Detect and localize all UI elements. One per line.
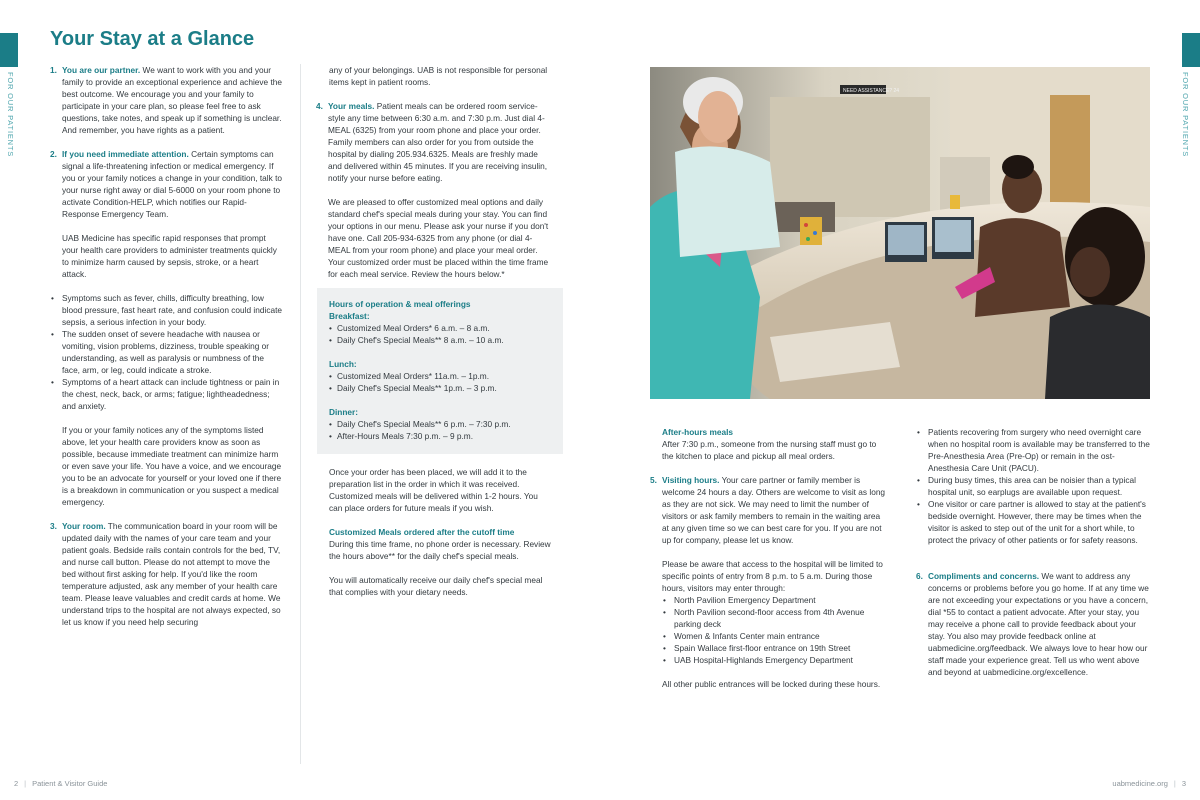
item-number: 6. — [916, 571, 923, 581]
item-text: We want to work with you and your family to provide an exceptional experience and achieve the best outcome. We encourage you and your family to participate in your care plan, so please feel free to ask questions, take notes, and speak up if something is unclear. And remember, you have rights as a patient. — [62, 65, 283, 135]
auto-meal-paragraph: You will automatically receive our daily chef's special meal that complies with your dietary needs. — [329, 575, 543, 597]
symptom-paragraph: If you or your family notices any of the symptoms listed above, let your health care providers know as soon as possible, because immediate treatment can minimize harm or even save your life. You have a voice, and we encourage you to be an advocate for yourself or your loved one if there is a breakdown in communication or you suspect a medical emergency. — [62, 425, 282, 507]
section-tab-right — [1182, 33, 1200, 67]
list-item: • Symptoms such as fever, chills, difficulty breathing, low blood pressure, fast heart rate, and confusion could indicate sepsis, a serious infection in your body. — [50, 292, 284, 328]
after-hours-heading: After-hours meals — [662, 427, 734, 437]
dinner-label: Dinner: — [329, 407, 359, 417]
assistance-sign: NEED ASSISTANCE? 24 — [843, 88, 900, 94]
list-item: • Spain Wallace first-floor entrance on 19th Street — [662, 642, 886, 654]
website: uabmedicine.org — [1112, 779, 1168, 788]
order-paragraph: Once your order has been placed, we will add it to the preparation list in the order in which it was received. Customized meals will be delivered within 1-2 hours. You can place orders for future meals if you wish. — [329, 467, 538, 513]
hours-item: • Customized Meal Orders* 11a.m. – 1p.m. — [329, 370, 551, 382]
column-2 — [316, 64, 551, 610]
item-paragraph: We are pleased to offer customized meal options and daily standard chef's special meals during your stay. You can find your options in our menu. Please ask your nurse if you don't have one. Call 205-934-6325 from any phone (or dial 4-MEAL from your room phone) and place your meal order. Your customized order must be placed within the time frame for each meal service. Review the hours below.* — [328, 197, 549, 279]
nurse-station-photo — [650, 67, 1150, 399]
continued-paragraph: any of your belongings. UAB is not responsible for personal items kept in patient rooms. — [329, 65, 548, 87]
list-item: • During busy times, this area can be noisier than a typical hospital unit, so earplugs are available upon request. — [916, 474, 1150, 498]
list-item: • North Pavilion Emergency Department — [662, 594, 886, 606]
item-number: 1. — [50, 65, 57, 75]
item-number: 2. — [50, 149, 57, 159]
after-hours-block — [650, 426, 886, 462]
column-4 — [916, 426, 1150, 678]
hours-item: • Daily Chef's Special Meals** 1p.m. – 3 p.m. — [329, 382, 551, 394]
list-item: • One visitor or care partner is allowed to stay at the patient's bedside overnight. However, there may be times when the visitor is asked to step out of the unit for a short while, to protect the privacy of other patients or for safety reasons. — [916, 498, 1150, 546]
item-text: Your care partner or family member is welcome 24 hours a day. Others are welcome to visit as long as they are not sick. We may need to limit the number of visitors or ask family members to remain in the waiting area at any given time so we can best care for you. If you are not up for company, please let us know. — [662, 475, 886, 545]
cutoff-heading: Customized Meals ordered after the cutoff time — [329, 527, 515, 537]
item-text: We want to address any concerns or problems before you go home. If at any time we are not exceeding your expectations or you have a concern, dial *55 to contact a patient advocate. After your stay, you may receive a phone call to provide feedback about your stay. You also may provide feedback online at uabmedicine.org/feedback. We always love to hear how our staff made your experience great. Tell us who went above and beyond at uabmedicine.org/excellence. — [928, 571, 1149, 677]
item-immediate-attention — [50, 148, 284, 292]
list-item: • Symptoms of a heart attack can include tightness or pain in the chest, neck, back, or arms; fatigue; lightheadedness; and anxiety. — [50, 376, 284, 412]
side-label-left: FOR OUR PATIENTS — [6, 72, 15, 158]
item-heading: Your meals. — [328, 101, 375, 111]
page-title: Your Stay at a Glance — [50, 28, 255, 50]
section-tab-left — [0, 33, 18, 67]
item-heading: Your room. — [62, 521, 106, 531]
cutoff-paragraph: During this time frame, no phone order is necessary. Review the hours above** for the daily chef's special meals. — [329, 539, 551, 561]
item-number: 3. — [50, 521, 57, 531]
item-text: Certain symptoms can signal a life-threatening infection or medical emergency. If you or your family notices a change in your condition, talk to your nurse right away or dial 5-6000 on your room phone to activate Condition-HELP, which notifies our Rapid-Response Emergency Team. — [62, 149, 282, 219]
list-item: • The sudden onset of severe headache with nausea or vomiting, vision problems, dizziness, trouble speaking or understanding, as well as paralysis or numbness of the face, arm, or leg, could indicate a stroke. — [50, 328, 284, 376]
publication-title: Patient & Visitor Guide — [32, 779, 108, 788]
item-heading: You are our partner. — [62, 65, 141, 75]
item-partner — [50, 64, 284, 136]
meal-hours-panel — [317, 288, 563, 454]
item-heading: Visiting hours. — [662, 475, 720, 485]
item-heading: Compliments and concerns. — [928, 571, 1040, 581]
item-compliments — [916, 570, 1150, 678]
column-1 — [50, 64, 284, 628]
list-item: • North Pavilion second-floor access from 4th Avenue parking deck — [662, 606, 886, 630]
item-text: Patient meals can be ordered room service-style any time between 6:30 a.m. and 7:30 p.m. Just dial 4-MEAL (6325) from your room phone and place your order. Family members can also order for you from outside the hospital by dialing 205.934.6325. Meals are freshly made and delivered within 45 minutes. If you are receiving insulin, notify your nurse before eating. — [328, 101, 548, 183]
after-hours-text: After 7:30 p.m., someone from the nursing staff must go to the kitchen to place and pickup all meal orders. — [662, 439, 877, 461]
hours-item: • Daily Chef's Special Meals** 6 p.m. – 7:30 p.m. — [329, 418, 551, 430]
list-item: • Women & Infants Center main entrance — [662, 630, 886, 642]
hours-item: • Customized Meal Orders* 6 a.m. – 8 a.m. — [329, 322, 551, 334]
side-label-right: FOR OUR PATIENTS — [1181, 72, 1190, 158]
item-your-meals — [316, 100, 551, 280]
item-text: The communication board in your room will be updated daily with the names of your care team and your patient goals. Bedside rails contain controls for the bed, TV, and nurse call button. Please do not attempt to move the bed without first asking for help. If you'd like the room temperature adjusted, ask any member of your health care team. Please leave valuables and credit cards at home. We understand trips to the hospital are not always expected, so let us know if you need help securing — [62, 521, 281, 627]
hours-heading: Hours of operation & meal offerings — [329, 299, 471, 309]
overnight-list — [916, 426, 1150, 546]
lunch-label: Lunch: — [329, 359, 357, 369]
list-item: • UAB Hospital-Highlands Emergency Department — [662, 654, 886, 666]
entry-list — [662, 594, 886, 666]
hours-item: • Daily Chef's Special Meals** 8 a.m. – 10 a.m. — [329, 334, 551, 346]
breakfast-label: Breakfast: — [329, 311, 370, 321]
page-number: 2 — [14, 779, 19, 788]
item-paragraph: Please be aware that access to the hospital will be limited to specific points of entry from 8 p.m. to 5 a.m. During those hours, visitors may enter through: — [662, 559, 883, 593]
symptom-list — [50, 292, 284, 412]
item-number: 4. — [316, 101, 323, 111]
hours-item: • After-Hours Meals 7:30 p.m. – 9 p.m. — [329, 430, 551, 442]
footer-right: uabmedicine.org | 3 — [1112, 779, 1186, 788]
footer-left: 2 | Patient & Visitor Guide — [14, 779, 108, 788]
item-visiting-hours — [650, 474, 886, 690]
item-number: 5. — [650, 475, 657, 485]
list-item: • Patients recovering from surgery who need overnight care when no hospital room is available may be transferred to the Pre-Anesthesia Area (Pre-Op) or remain in the ost-Anesthesia Care Unit (PACU). — [916, 426, 1150, 474]
column-divider — [300, 64, 301, 764]
item-paragraph: All other public entrances will be locked during these hours. — [662, 679, 881, 689]
item-paragraph: UAB Medicine has specific rapid responses that prompt your health care providers to administer treatments quickly to minimize harm caused by sepsis, stroke, or a heart attack. — [62, 233, 277, 279]
item-heading: If you need immediate attention. — [62, 149, 189, 159]
column-3 — [650, 426, 886, 690]
page-number: 3 — [1181, 779, 1186, 788]
item-your-room — [50, 520, 284, 628]
